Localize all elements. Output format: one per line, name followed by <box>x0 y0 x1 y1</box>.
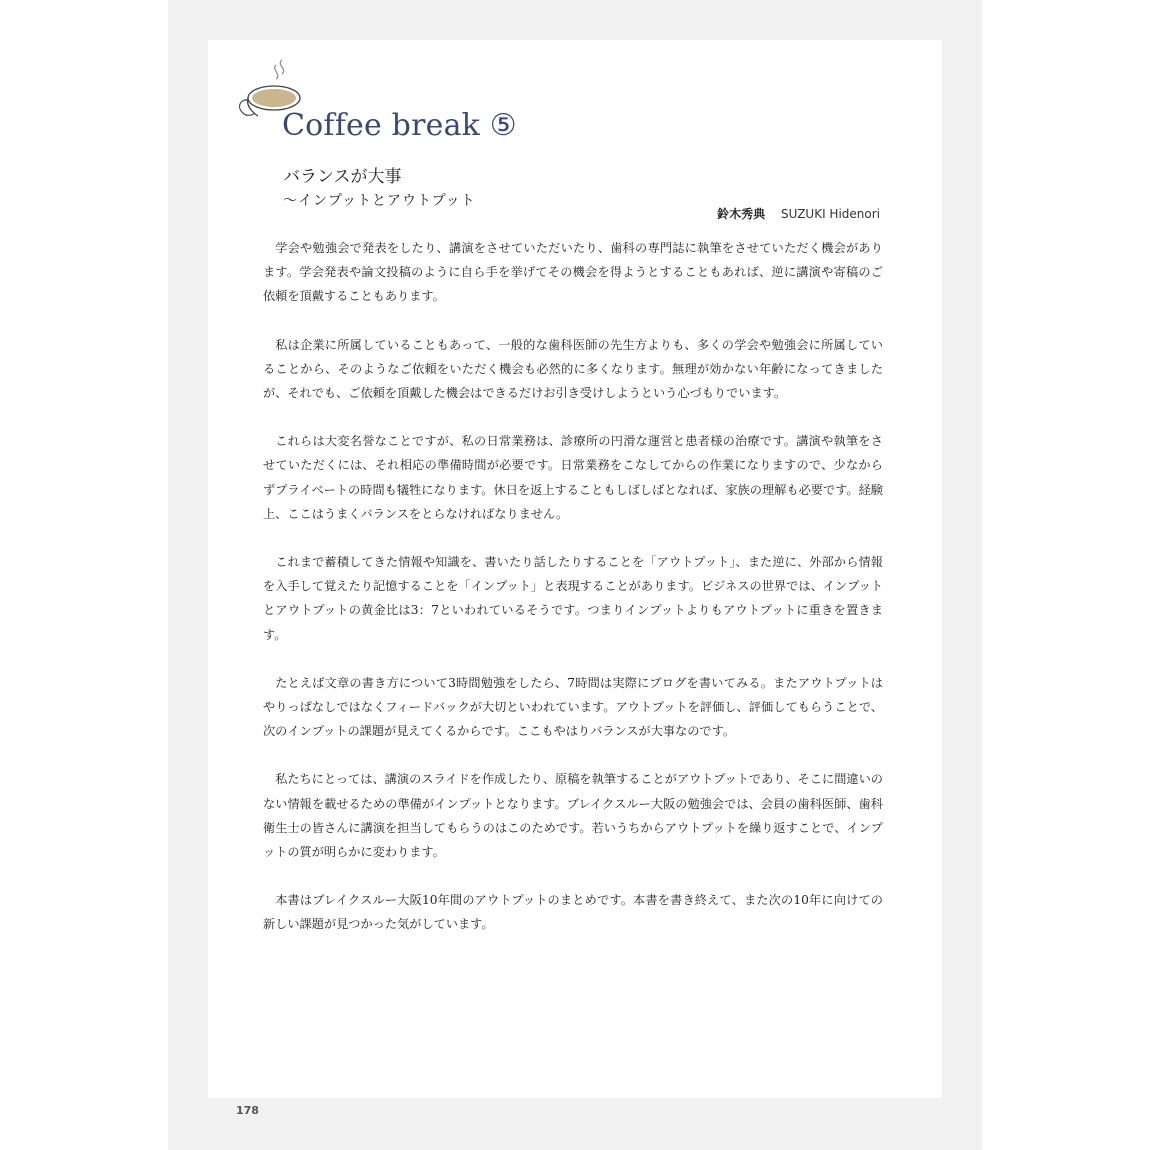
paragraph: 私たちにとっては、講演のスライドを作成したり、原稿を執筆することがアウトプットであり、そこに間違いのない情報を載せるための準備がインプットとなります。ブレイクスルー大阪の勉強会では、会員の歯科医師、歯科衛生士の皆さんに講演を担当してもらうのはこのためです。若いうちからアウトプットを繰り返すことで、インプットの質が明らかに変わります。 <box>263 772 883 860</box>
article-subtitle: バランスが大事 <box>283 167 402 187</box>
author-name-english: SUZUKI Hidenori <box>781 207 880 221</box>
author-line <box>717 205 880 222</box>
paragraph: 本書はブレイクスルー大阪10年間のアウトプットのまとめです。本書を書き終えて、また次の10年に向けての新しい課題が見つかった気がしています。 <box>263 893 883 932</box>
paragraph: 学会や勉強会で発表をしたり、講演をさせていただいたり、歯科の専門誌に執筆をさせていただく機会があります。学会発表や論文投稿のように自ら手を挙げてその機会を得ようとすることもあれば、逆に講演や寄稿のご依頼を頂戴することもあります。 <box>263 241 883 304</box>
page-number: 178 <box>236 1104 259 1117</box>
author-name-japanese: 鈴木秀典 <box>717 207 766 221</box>
article-body <box>263 236 883 961</box>
paragraph: たとえば文章の書き方について3時間勉強をしたら、7時間は実際にブログを書いてみる。またアウトプットはやりっぱなしではなくフィードバックが大切といわれています。アウトプットを評価し、評価してもらうことで、次のインプットの課題が見えてくるからです。ここもやはりバランスが大事なのです。 <box>263 675 883 739</box>
paragraph: 私は企業に所属していることもあって、一般的な歯科医師の先生方よりも、多くの学会や勉強会に所属していることから、そのようなご依頼をいただく機会も必然的に多くなります。無理が効かない年齢になってきましたが、それでも、ご依頼を頂戴した機会はできるだけお引き受けしようという心づもりでいます。 <box>263 337 883 401</box>
article-subtitle-secondary: 〜インプットとアウトプット <box>283 193 476 209</box>
paragraph: これらは大変名誉なことですが、私の日常業務は、診療所の円滑な運営と患者様の治療です。講演や執筆をさせていただくには、それ相応の準備時間が必要です。日常業務をこなしてからの作業になりますので、少なからずプライベートの時間も犠牲になります。休日を返上することもしばしばとなれば、家族の理解も必要です。経験上、ここはうまくバランスをとらなければなりません。 <box>263 434 883 521</box>
paragraph: これまで蓄積してきた情報や知識を、書いたり話したりすることを「アウトプット」、また逆に、外部から情報を入手して覚えたり記憶することを「インプット」と表現することがあります。ビジネスの世界では、インプットとアウトプットの黄金比は3：7といわれているそうです。つまりインプットよりもアウトプットに重きを置きます。 <box>263 555 883 642</box>
page-title: Coffee break ⑤ <box>282 108 517 143</box>
